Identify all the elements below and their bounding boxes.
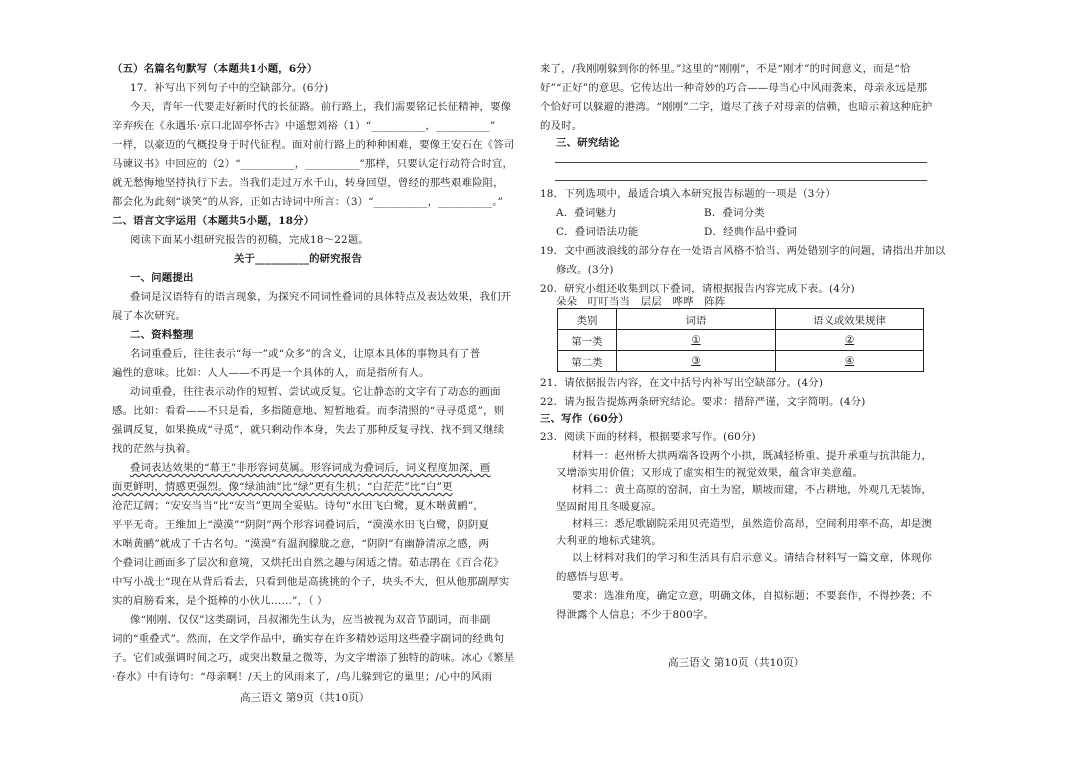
text-line: 修改。(3分): [556, 264, 614, 276]
question-20: 20．研究小组还收集到以下叠词，请根据报告内容完成下表。(4分): [540, 283, 855, 295]
text-line: 以上材料对我们的学习和生活具有启示意义。请结合材料写一篇文章，体现你: [572, 552, 933, 564]
text-line: 沧茫辽阔；“安安当当”比“安当”更周全妥贴。诗句“水田飞白鹭，夏木啭黄鹂”，: [112, 500, 484, 512]
question-17: 17．补写出下列句子中的空缺部分。(6分): [130, 82, 329, 94]
text-line: 大利亚的地标式建筑。: [556, 535, 662, 547]
answer-line: [555, 162, 927, 163]
text-line: 平平无奇。王维加上“漠漠”“阴阴”两个形容词叠词后，“漠漠水田飞白鹭，阴阴夏: [112, 519, 490, 531]
text-line: 辛弃疾在《永遇乐·京口北固亭怀古》中遥想刘裕（1）“__________，__________”: [112, 120, 496, 132]
text-line: 阅读下面某小组研究报告的初稿，完成18～22题。: [130, 234, 370, 246]
text-line: 动词重叠，往往表示动作的短暂、尝试或反复。它让静态的文字有了动态的画面: [130, 386, 501, 398]
table-cell-blank: ①: [617, 330, 776, 351]
text-line: 感。比如：看看——不只是看，多指随意地、短暂地看。而李清照的“寻寻觅觅”，则: [112, 405, 505, 417]
option-a: A．叠词魅力: [556, 207, 617, 219]
answer-line: [555, 180, 927, 181]
table-header-row: [558, 309, 924, 330]
table-cell-blank: ③: [617, 351, 776, 372]
table-header: 语义或效果规律: [776, 309, 924, 330]
text-line: 遍性的意味。比如：人人——不再是一个具体的人，而是指所有人。: [112, 367, 430, 379]
classification-table: [557, 308, 924, 372]
text-line: 今天，青年一代要走好新时代的长征路。前行路上，我们需要铭记长征精神，要像: [130, 101, 512, 113]
wavy-text-line: 叠词表达效果的“幕王”非形容词莫属。形容词成为叠词后，词义程度加深，画: [130, 462, 491, 474]
text-line: 词的“重叠式”。然而，在文学作品中，确实存在许多精妙运用这些叠字副词的经典句: [112, 633, 505, 645]
text-line: 中写小战士“现在从背后看去，只看到他是高挑挑的个子，块头不大，但从他那副厚实: [112, 576, 510, 588]
text-line: 就无愁悔地坚持执行下去。当我们走过万水千山，转身回望，曾经的那些艰难险阻，: [112, 177, 504, 189]
table-row: [558, 351, 924, 372]
text-line: 的感悟与思考。: [556, 571, 631, 583]
heading-conclusion: 三、研究结论: [556, 137, 620, 149]
text-line: ·春水》中有诗句：“母亲啊！/天上的风雨来了，/鸟儿躲到它的巢里；/心中的风雨: [112, 671, 493, 683]
text-line: 木啭黄鹂”就成了千古名句。“漠漠”有温润朦胧之意，“阴阴”有幽静清凉之感，两: [112, 538, 490, 550]
text-line: 子。它们或强调时间之巧，或突出数量之微等，为文字增添了独特的韵味。冰心《繁星: [112, 652, 515, 664]
wavy-text-line: 面更鲜明，情感更强烈。像“绿油油”比“绿”更有生机；“白茫茫”比“白”更: [112, 481, 453, 493]
text-line: 个叠词让画面多了层次和意境，又烘托出自然之趣与闲适之情。茹志鹃在《百合花》: [112, 557, 504, 569]
text-line: 好”“正好”的意思。它传达出一种奇妙的巧合——母当心中风雨袭来，母亲永远是那: [540, 82, 928, 94]
requirements: 要求：选准角度，确定立意，明确文体，自拟标题；不要套作，不得抄袭；不: [572, 590, 933, 602]
table-cell-blank: ②: [776, 330, 924, 351]
text-line: 展了本次研究。: [112, 310, 187, 322]
text-line: 叠词是汉语特有的语言现象，为探究不同词性叠词的具体特点及表达效果，我们开: [130, 291, 512, 303]
table-header: 词语: [617, 309, 776, 330]
text-line: 都会化为此刻“谈笑”的从容，正如古诗词中所言：（3）“__________，__________。”: [112, 196, 504, 208]
text-line: 像“刚刚、仅仅”这类副词，吕叔湘先生认为，应当被视为双音节副词，而非副: [130, 614, 491, 626]
text-line: 强调反复，如果换成“寻觅”，就只剩动作本身，失去了那种反复寻找、找不到又继续: [112, 424, 505, 436]
text-line: 一样，以豪迈的气概投身于时代征程。面对前行路上的种种困难，要像王安石在《答司: [112, 139, 515, 151]
material-3: 材料三：悉尼歌剧院采用贝壳造型，虽然造价高昂，空间利用率不高，却是澳: [572, 518, 933, 530]
option-b: B．叠词分类: [704, 207, 765, 219]
report-title: 关于__________的研究报告: [233, 253, 363, 265]
section-title-yuyan: 二、语言文字运用（本题共5小题，18分）: [112, 215, 315, 227]
page-footer-9: 高三语文 第9页（共10页）: [240, 692, 370, 704]
section-title-mingpian: （五）名篇名句默写（本题共1小题，6分）: [112, 63, 318, 75]
heading-materials: 二、资料整理: [130, 329, 194, 341]
section-title-writing: 三、写作（60分）: [540, 413, 629, 425]
table-cell: 第一类: [558, 330, 617, 351]
text-line: 个恰好可以躲避的港湾。“刚刚”二字，道尽了孩子对母亲的信赖，也暗示着这种庇护: [540, 101, 933, 113]
question-19: 19．文中画波浪线的部分存在一处语言风格不恰当、两处错别字的问题，请指出并加以: [540, 245, 946, 257]
text-line: 来了，/我刚刚躲到你的怀里。”这里的“刚刚”，不是“刚才”的时间意义，而是“恰: [540, 63, 911, 75]
page-footer-10: 高三语文 第10页（共10页）: [668, 657, 805, 669]
text-line: 名词重叠后，往往表示“每一”或“众多”的含义，让原本具体的事物具有了普: [130, 348, 481, 360]
text-line: 得泄露个人信息；不少于800字。: [556, 609, 715, 621]
question-23: 23．阅读下面的材料，根据要求写作。(60分): [540, 431, 756, 443]
question-21: 21．请依据报告内容，在文中括号内补写出空缺部分。(4分): [540, 377, 824, 389]
text-line: 的及时。: [540, 120, 583, 132]
table-cell-blank: ④: [776, 351, 924, 372]
text-line: 又增添实用价值；又形成了虚实相生的视觉效果，蕴含审美意蕴。: [556, 467, 864, 479]
heading-problem: 一、问题提出: [130, 272, 194, 284]
question-22: 22．请为报告提炼两条研究结论。要求：措辞严谨，文字简明。(4分): [540, 396, 866, 408]
text-line: 马谏议书》中回应的（2）“__________，__________”那样，只要认定行动符合时宜，: [112, 158, 514, 170]
text-line: 实的肩膀看来，是个挺棒的小伙儿……”，（ ）: [112, 595, 328, 607]
text-line: 找的茫然与执着。: [112, 443, 197, 455]
material-1: 材料一：赵州桥大拱两端各设两个小拱，既减轻桥重、提升承重与抗洪能力，: [572, 450, 933, 462]
material-2: 材料二：黄土高原的窑洞，亩土为窑，顺坡而建，不占耕地，外观几无装饰，: [572, 484, 933, 496]
option-c: C．叠词语法功能: [556, 226, 639, 238]
table-cell: 第二类: [558, 351, 617, 372]
table-row: [558, 330, 924, 351]
question-18: 18．下列选项中，最适合填入本研究报告标题的一项是（3分）: [540, 188, 836, 200]
text-line: 坚固耐用且冬暖夏凉。: [556, 501, 662, 513]
word-list: 朵朵 叮叮当当 层层 哗哗 阵阵: [556, 296, 726, 308]
option-d: D．经典作品中叠词: [704, 226, 798, 238]
table-header: 类别: [558, 309, 617, 330]
